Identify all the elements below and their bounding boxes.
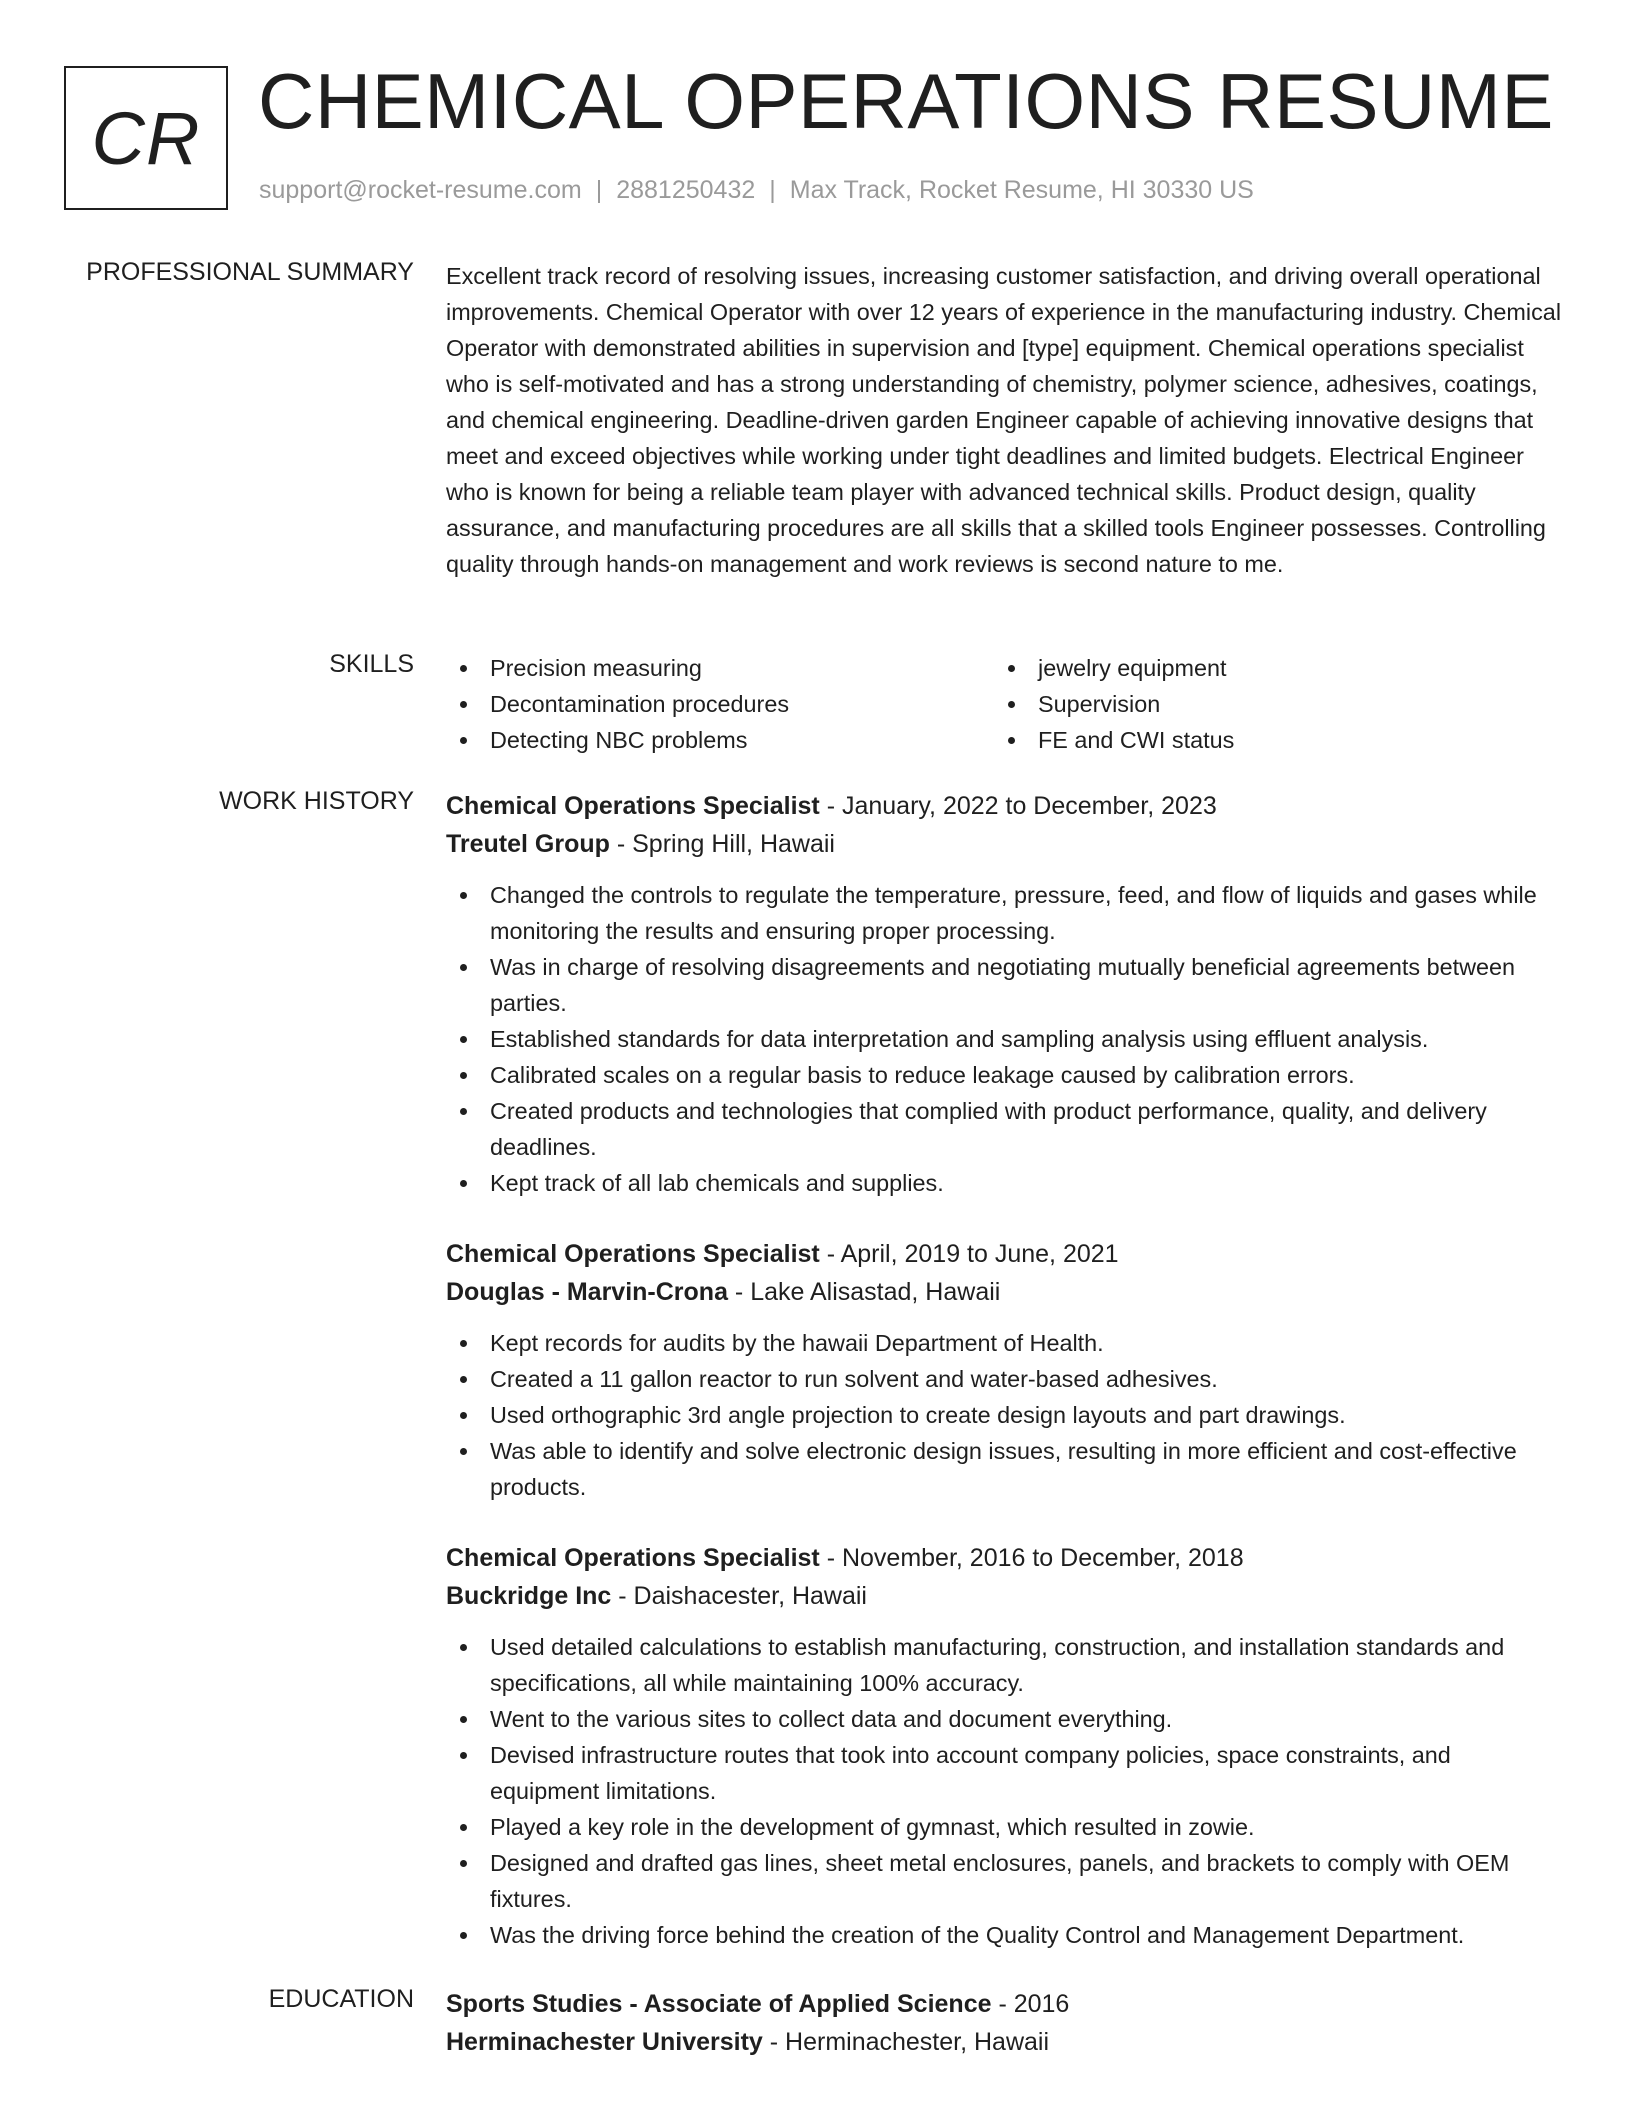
skills-label: SKILLS: [329, 650, 414, 678]
job-company-line: [446, 825, 1566, 863]
skills-column-right: [994, 650, 1542, 758]
job-bullet: Was the driving force behind the creation of the Quality Control and Management Department.: [446, 1917, 1566, 1953]
job-bullets: [446, 1325, 1566, 1505]
job-title: Chemical Operations Specialist: [446, 1240, 820, 1268]
job-dates: - January, 2022 to December, 2023: [819, 792, 1217, 820]
skills-columns: [446, 650, 1566, 758]
job-location: - Daishacester, Hawaii: [611, 1582, 867, 1610]
job-title: Chemical Operations Specialist: [446, 1544, 820, 1572]
job-bullet: Was in charge of resolving disagreements and negotiating mutually beneficial agreements between parties.: [446, 949, 1566, 1021]
resume-title: CHEMICAL OPERATIONS RESUME: [258, 57, 1554, 145]
summary-text: Excellent track record of resolving issues, increasing customer satisfaction, and driving overall operational improvements. Chemical Operator with over 12 years of experience in the manufacturing industry. Chemical Operator with demonstrated abilities in supervision and [type] equipment. Chemical operations specialist who is self-motivated and has a strong understanding of chemistry, polymer science, adhesives, coatings, and chemical engineering. Deadline-driven garden Engineer capable of achieving innovative designs that meet and exceed objectives while working under tight deadlines and limited budgets. Electrical Engineer who is known for being a reliable team player with advanced technical skills. Product design, quality assurance, and manufacturing procedures are all skills that a skilled tools Engineer possesses. Controlling quality through hands-on management and work reviews is second nature to me.: [446, 263, 1562, 577]
education-degree-line: [446, 1985, 1566, 2023]
job-bullet: Changed the controls to regulate the temperature, pressure, feed, and flow of liquids and gases while monitoring the results and ensuring proper processing.: [446, 877, 1566, 949]
monogram-badge: [64, 66, 228, 210]
education-school: Herminachester University: [446, 2028, 763, 2056]
job-bullet: Kept track of all lab chemicals and supplies.: [446, 1165, 1566, 1201]
contact-separator: |: [595, 176, 603, 204]
skill-item: FE and CWI status: [994, 722, 1542, 758]
job-entry: [446, 787, 1566, 1201]
job-bullet: Calibrated scales on a regular basis to reduce leakage caused by calibration errors.: [446, 1057, 1566, 1093]
job-dates: - April, 2019 to June, 2021: [819, 1240, 1119, 1268]
job-bullets: [446, 1629, 1566, 1953]
job-bullet: Played a key role in the development of gymnast, which resulted in zowie.: [446, 1809, 1566, 1845]
contact-separator: |: [769, 176, 776, 204]
job-bullets: [446, 877, 1566, 1201]
skills-column-left: [446, 650, 994, 758]
contact-email: support@rocket-resume.com: [259, 176, 582, 204]
skills-body: [446, 650, 1566, 758]
job-entry: [446, 1539, 1566, 1953]
skill-item: Detecting NBC problems: [446, 722, 994, 758]
job-bullet: Used orthographic 3rd angle projection to create design layouts and part drawings.: [446, 1397, 1566, 1433]
education-location: - Herminachester, Hawaii: [762, 2028, 1050, 2056]
job-bullet: Devised infrastructure routes that took into account company policies, space constraints, and equipment limitations.: [446, 1737, 1566, 1809]
job-bullet: Went to the various sites to collect data and document everything.: [446, 1701, 1566, 1737]
skill-item: jewelry equipment: [994, 650, 1542, 686]
monogram-text: CR: [91, 96, 201, 180]
job-company-line: [446, 1273, 1566, 1311]
skill-item: Supervision: [994, 686, 1542, 722]
job-dates: - November, 2016 to December, 2018: [819, 1544, 1244, 1572]
skill-item: Decontamination procedures: [446, 686, 994, 722]
education-label: EDUCATION: [268, 1985, 414, 2013]
job-company: Douglas - Marvin-Crona: [446, 1278, 728, 1306]
job-company-line: [446, 1577, 1566, 1615]
job-bullet: Created a 11 gallon reactor to run solvent and water-based adhesives.: [446, 1361, 1566, 1397]
job-title-line: [446, 1539, 1566, 1577]
work-history-body: [446, 787, 1566, 1953]
work-history-label: WORK HISTORY: [219, 787, 414, 815]
education-school-line: [446, 2023, 1566, 2061]
job-title-line: [446, 787, 1566, 825]
job-entry: [446, 1235, 1566, 1505]
education-degree: Sports Studies - Associate of Applied Science: [446, 1990, 992, 2018]
job-title-line: [446, 1235, 1566, 1273]
contact-line: [259, 176, 1254, 205]
job-bullet: Kept records for audits by the hawaii Department of Health.: [446, 1325, 1566, 1361]
education-year: - 2016: [991, 1990, 1070, 2018]
job-bullet: Designed and drafted gas lines, sheet metal enclosures, panels, and brackets to comply with OEM fixtures.: [446, 1845, 1566, 1917]
job-company: Buckridge Inc: [446, 1582, 612, 1610]
education-body: [446, 1985, 1566, 2061]
contact-address: Max Track, Rocket Resume, HI 30330 US: [789, 176, 1254, 204]
job-bullet: Used detailed calculations to establish manufacturing, construction, and installation standards and specifications, all while maintaining 100% accuracy.: [446, 1629, 1566, 1701]
summary-label: PROFESSIONAL SUMMARY: [86, 258, 414, 286]
job-bullet: Created products and technologies that complied with product performance, quality, and delivery deadlines.: [446, 1093, 1566, 1165]
skill-item: Precision measuring: [446, 650, 994, 686]
job-location: - Spring Hill, Hawaii: [609, 830, 835, 858]
job-location: - Lake Alisastad, Hawaii: [727, 1278, 1001, 1306]
job-company: Treutel Group: [446, 830, 610, 858]
job-bullet: Established standards for data interpretation and sampling analysis using effluent analysis.: [446, 1021, 1566, 1057]
contact-phone: 2881250432: [616, 176, 756, 204]
job-bullet: Was able to identify and solve electronic design issues, resulting in more efficient and cost-effective products.: [446, 1433, 1566, 1505]
job-title: Chemical Operations Specialist: [446, 792, 820, 820]
summary-body: [446, 258, 1566, 582]
